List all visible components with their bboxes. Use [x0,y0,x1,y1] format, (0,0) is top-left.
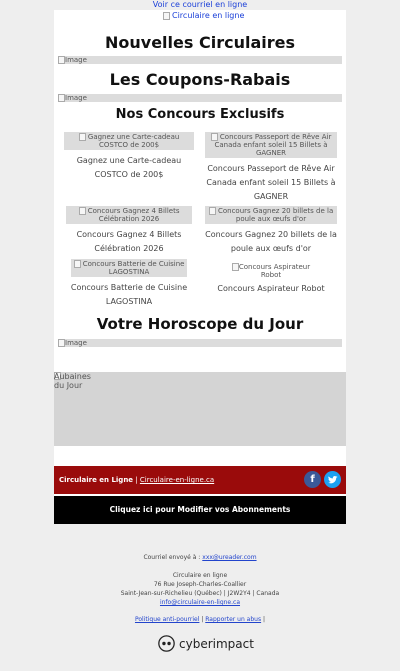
image-alt-text: Concours Passeport de Rêve Air Canada enfant soleil 15 Billets à GAGNER [214,133,332,157]
contest-caption[interactable]: Concours Batterie de Cuisine LAGOSTINA [70,283,188,306]
logo-alt-text: Circulaire en ligne [172,11,245,20]
contest-caption[interactable]: Concours Gagnez 20 billets de la poule aux œufs d'or [205,230,337,253]
facebook-icon[interactable]: f [304,471,321,488]
antispam-policy-link[interactable]: Politique anti-pourriel [134,616,200,623]
contests-title: Nos Concours Exclusifs [115,107,285,122]
contact-email-link[interactable]: info@circulaire-en-ligne.ca [159,599,241,606]
horoscope-title: Votre Horoscope du Jour [96,315,304,333]
cyberimpact-logo[interactable] [158,635,254,652]
sent-to-email[interactable]: xxx@ureader.com [202,554,257,561]
image-alt-text: Gagnez une Carte-cadeau COSTCO de 200$ [87,133,180,149]
broken-image-icon [209,207,216,215]
twitter-icon[interactable] [324,471,341,488]
image-alt-text: Image [65,56,87,64]
footer-separator: | [135,476,138,484]
sent-to-line [0,553,400,562]
broken-image-icon [211,133,218,141]
footer-brand-name: Circulaire en Ligne [59,476,134,484]
image-alt-text: Concours Batterie de Cuisine LAGOSTINA [82,260,185,276]
contest-item[interactable] [203,206,339,256]
broken-image-icon [58,94,65,102]
cyberimpact-icon [158,635,175,652]
broken-image-icon [232,263,239,271]
circulaires-title: Nouvelles Circulaires [105,33,295,52]
contest-caption[interactable]: Concours Aspirateur Robot [217,284,325,293]
deals-banner-image[interactable] [54,372,346,446]
image-alt-text: Concours Gagnez 4 Billets Célébration 2026 [87,207,180,223]
contest-image[interactable] [66,206,192,224]
legal-links: Politique anti-pourriel | Rapporter un abus | [134,616,266,623]
broken-image-icon [58,339,65,347]
horoscope-image[interactable] [58,339,342,347]
contest-item[interactable] [203,132,339,204]
contest-image[interactable] [205,206,337,224]
report-abuse-link[interactable]: Rapporter un abus [205,616,262,623]
cyberimpact-wordmark: cyberimpact [179,636,254,651]
contest-image[interactable] [71,259,187,277]
address-line-1: 76 Rue Joseph-Charles-Coallier [153,581,247,588]
broken-image-icon [74,260,81,268]
contest-caption[interactable]: Gagnez une Carte-cadeau COSTCO de 200$ [76,156,182,179]
org-name: Circulaire en ligne [172,572,228,579]
image-alt-text: Image [65,339,87,347]
address-line-2: Saint-Jean-sur-Richelieu (Québec) | J2W2Y4 | Canada [120,590,280,597]
contest-item[interactable] [61,132,197,182]
contest-image[interactable] [219,262,323,280]
manage-subscriptions-button[interactable]: Cliquez ici pour Modifier vos Abonnements [54,496,346,524]
footer-brand-bar [54,466,346,494]
logo-image[interactable] [163,11,244,20]
contest-image[interactable] [64,132,194,150]
address-block [0,571,400,607]
coupons-image[interactable] [58,94,342,102]
contest-item[interactable] [61,259,197,309]
footer-brand-text [59,476,214,484]
contest-item[interactable] [61,206,197,256]
contest-caption[interactable]: Concours Passeport de Rêve Air Canada enfant soleil 15 Billets à GAGNER [206,164,336,201]
sent-to-label: Courriel envoyé à : [143,554,201,561]
contest-image[interactable] [205,132,337,158]
circulaires-image[interactable] [58,56,342,64]
contest-item[interactable] [203,262,339,296]
coupons-title: Les Coupons-Rabais [109,70,291,89]
deals-alt-text: Aubaines du Jour [54,372,91,390]
broken-image-icon [58,56,65,64]
broken-image-icon [79,133,86,141]
broken-image-icon [79,207,86,215]
broken-image-icon [163,12,170,20]
image-alt-text: Concours Aspirateur Robot [238,263,311,279]
image-alt-text: Concours Gagnez 20 billets de la poule aux œufs d'or [217,207,334,223]
view-online-link[interactable]: Voir ce courriel en ligne [152,0,248,9]
image-alt-text: Image [65,94,87,102]
view-online-bar [0,0,400,10]
contest-caption[interactable]: Concours Gagnez 4 Billets Célébration 2026 [76,230,182,253]
footer-site-link[interactable]: Circulaire-en-ligne.ca [139,476,215,484]
